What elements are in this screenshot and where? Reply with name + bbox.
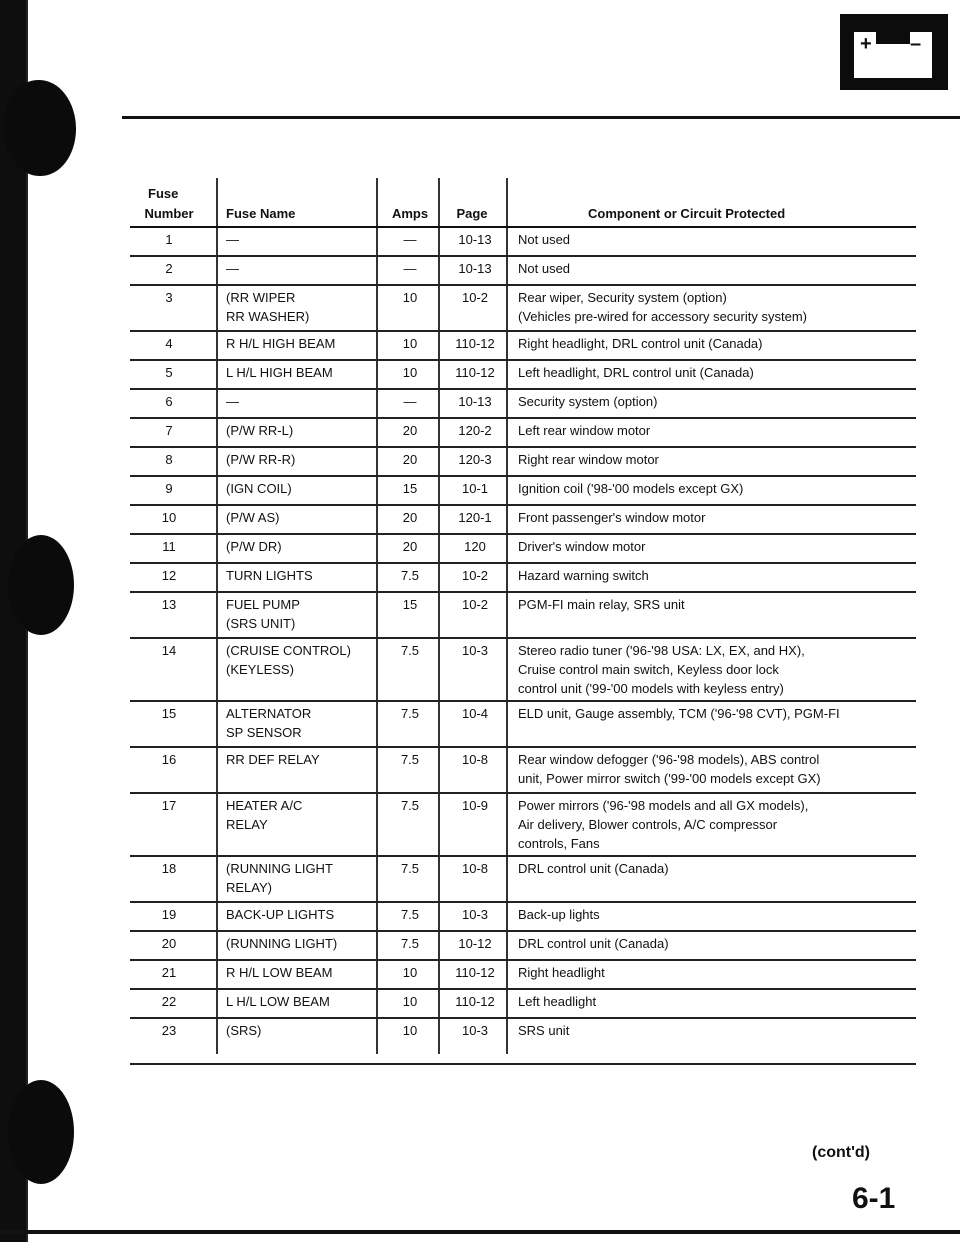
page-cell: 10-8 xyxy=(461,752,489,767)
table-header xyxy=(130,174,916,228)
fuse-number-cell: 16 xyxy=(161,752,177,767)
component-cell: Front passenger's window motor xyxy=(518,510,706,525)
table-row xyxy=(130,990,916,1019)
amps-cell: — xyxy=(403,261,417,276)
fuse-number-cell: 9 xyxy=(165,481,173,496)
page-cell: 10-8 xyxy=(461,861,489,876)
fuse-number-cell: 17 xyxy=(161,798,177,813)
header-fuse-number-line1: Fuse xyxy=(148,186,179,201)
component-cell: Rear window defogger ('96-'98 models), ABS control unit, Power mirror switch ('99-'00 models except GX) xyxy=(518,752,821,786)
continued-label: (cont'd) xyxy=(812,1144,871,1161)
page-cell: 110-12 xyxy=(455,336,495,351)
header-page: Page xyxy=(456,206,488,221)
component-cell: ELD unit, Gauge assembly, TCM ('96-'98 CVT), PGM-FI xyxy=(518,706,840,721)
amps-cell: 7.5 xyxy=(400,643,420,658)
component-cell: Left headlight, DRL control unit (Canada) xyxy=(518,365,754,380)
fuse-table xyxy=(130,174,916,1065)
fuse-number-cell: 21 xyxy=(161,965,177,980)
fuse-name-cell: (P/W DR) xyxy=(226,539,282,554)
fuse-name-cell: (P/W RR-R) xyxy=(226,452,296,467)
page-cell: 10-3 xyxy=(461,1023,489,1038)
amps-cell: 10 xyxy=(402,1023,418,1038)
component-cell: Hazard warning switch xyxy=(518,568,649,583)
battery-slot xyxy=(876,32,910,44)
table-row xyxy=(130,361,916,390)
fuse-number-cell: 15 xyxy=(161,706,177,721)
component-cell: DRL control unit (Canada) xyxy=(518,861,669,876)
component-cell: Right headlight, DRL control unit (Canada) xyxy=(518,336,763,351)
table-row xyxy=(130,961,916,990)
binding-hole-bottom xyxy=(8,1080,74,1184)
component-cell: Power mirrors ('96-'98 models and all GX models), Air delivery, Blower controls, A/C compressor controls, Fans xyxy=(518,798,809,851)
page-cell: 10-12 xyxy=(458,936,492,951)
table-row xyxy=(130,448,916,477)
amps-cell: 15 xyxy=(402,597,418,612)
component-cell: Ignition coil ('98-'00 models except GX) xyxy=(518,481,744,496)
table-row xyxy=(130,794,916,857)
fuse-name-cell: BACK-UP LIGHTS xyxy=(226,907,335,922)
page-cell: 10-13 xyxy=(458,232,492,247)
table-row xyxy=(130,332,916,361)
fuse-number-cell: 7 xyxy=(165,423,173,438)
amps-cell: 15 xyxy=(402,481,418,496)
table-row xyxy=(130,903,916,932)
table-row xyxy=(130,477,916,506)
amps-cell: 7.5 xyxy=(400,568,420,583)
table-row xyxy=(130,228,916,257)
table-row xyxy=(130,593,916,639)
page-cell: 110-12 xyxy=(455,994,495,1009)
table-row xyxy=(130,535,916,564)
amps-cell: 20 xyxy=(402,452,418,467)
amps-cell: — xyxy=(403,394,417,409)
page-cell: 120 xyxy=(464,539,486,554)
fuse-name-cell: — xyxy=(226,394,239,409)
fuse-name-cell: (RUNNING LIGHT) xyxy=(226,936,338,951)
amps-cell: 7.5 xyxy=(400,861,420,876)
fuse-name-cell: (P/W RR-L) xyxy=(226,423,294,438)
amps-cell: 7.5 xyxy=(400,798,420,813)
page-cell: 10-2 xyxy=(461,597,489,612)
fuse-name-cell: HEATER A/C RELAY xyxy=(226,798,303,832)
table-body xyxy=(130,228,916,1065)
fuse-name-cell: ALTERNATOR SP SENSOR xyxy=(226,706,312,740)
table-row xyxy=(130,506,916,535)
fuse-number-cell: 14 xyxy=(161,643,177,658)
battery-minus-sign: – xyxy=(910,33,922,55)
component-cell: PGM-FI main relay, SRS unit xyxy=(518,597,685,612)
fuse-number-cell: 23 xyxy=(161,1023,177,1038)
fuse-number-cell: 8 xyxy=(165,452,173,467)
component-cell: Driver's window motor xyxy=(518,539,646,554)
table-row xyxy=(130,702,916,748)
fuse-number-cell: 6 xyxy=(165,394,173,409)
page-cell: 10-2 xyxy=(461,290,489,305)
page-cell: 10-13 xyxy=(458,394,492,409)
fuse-number-cell: 22 xyxy=(161,994,177,1009)
fuse-name-cell: R H/L HIGH BEAM xyxy=(226,336,336,351)
amps-cell: 20 xyxy=(402,423,418,438)
fuse-number-cell: 2 xyxy=(165,261,173,276)
fuse-name-cell: — xyxy=(226,261,239,276)
fuse-name-cell: (RR WIPER RR WASHER) xyxy=(226,290,310,324)
table-row xyxy=(130,857,916,903)
battery-plus-sign: + xyxy=(860,33,872,55)
header-fuse-name: Fuse Name xyxy=(226,206,296,221)
fuse-number-cell: 19 xyxy=(161,907,177,922)
amps-cell: 7.5 xyxy=(400,706,420,721)
component-cell: DRL control unit (Canada) xyxy=(518,936,669,951)
header-component: Component or Circuit Protected xyxy=(588,206,786,221)
table-row xyxy=(130,419,916,448)
amps-cell: 7.5 xyxy=(400,752,420,767)
bottom-rule xyxy=(0,1230,960,1234)
component-cell: Left headlight xyxy=(518,994,597,1009)
page-cell: 10-13 xyxy=(458,261,492,276)
amps-cell: 10 xyxy=(402,290,418,305)
fuse-name-cell: RR DEF RELAY xyxy=(226,752,320,767)
table-row xyxy=(130,1019,916,1065)
page-cell: 10-2 xyxy=(461,568,489,583)
amps-cell: 10 xyxy=(402,365,418,380)
page-cell: 10-4 xyxy=(461,706,489,721)
top-rule xyxy=(122,116,960,119)
fuse-number-cell: 4 xyxy=(165,336,173,351)
component-cell: Back-up lights xyxy=(518,907,600,922)
fuse-number-cell: 1 xyxy=(165,232,173,247)
fuse-name-cell: R H/L LOW BEAM xyxy=(226,965,333,980)
fuse-number-cell: 3 xyxy=(165,290,173,305)
component-cell: Not used xyxy=(518,232,571,247)
table-row xyxy=(130,257,916,286)
table-row xyxy=(130,639,916,702)
page-cell: 10-9 xyxy=(461,798,489,813)
page-cell: 120-3 xyxy=(458,452,492,467)
header-amps: Amps xyxy=(391,206,429,221)
page-cell: 120-1 xyxy=(458,510,492,525)
fuse-name-cell: (P/W AS) xyxy=(226,510,280,525)
component-cell: Not used xyxy=(518,261,571,276)
component-cell: Right headlight xyxy=(518,965,605,980)
component-cell: Right rear window motor xyxy=(518,452,659,467)
table-row xyxy=(130,390,916,419)
amps-cell: 7.5 xyxy=(400,936,420,951)
page-cell: 120-2 xyxy=(458,423,492,438)
fuse-number-cell: 18 xyxy=(161,861,177,876)
fuse-name-cell: (SRS) xyxy=(226,1023,262,1038)
amps-cell: 10 xyxy=(402,336,418,351)
amps-cell: — xyxy=(403,232,417,247)
amps-cell: 20 xyxy=(402,539,418,554)
amps-cell: 7.5 xyxy=(400,907,420,922)
table-row xyxy=(130,932,916,961)
fuse-name-cell: L H/L HIGH BEAM xyxy=(226,365,333,380)
fuse-number-cell: 5 xyxy=(165,365,173,380)
fuse-number-cell: 10 xyxy=(161,510,177,525)
fuse-number-cell: 12 xyxy=(161,568,177,583)
fuse-name-cell: — xyxy=(226,232,239,247)
component-cell: Left rear window motor xyxy=(518,423,651,438)
header-fuse-number-line2: Number xyxy=(144,206,194,221)
page-cell: 10-3 xyxy=(461,643,489,658)
binding-hole-top xyxy=(4,80,76,176)
table-row xyxy=(130,286,916,332)
battery-icon xyxy=(840,14,948,90)
table-row xyxy=(130,748,916,794)
amps-cell: 20 xyxy=(402,510,418,525)
amps-cell: 10 xyxy=(402,965,418,980)
page-cell: 110-12 xyxy=(455,365,495,380)
page-cell: 110-12 xyxy=(455,965,495,980)
fuse-number-cell: 11 xyxy=(162,539,176,554)
page-cell: 10-1 xyxy=(461,481,489,496)
fuse-name-cell: TURN LIGHTS xyxy=(226,568,313,583)
component-cell: Stereo radio tuner ('96-'98 USA: LX, EX, and HX), Cruise control main switch, Keyless door lock control unit ('99-'00 models with keyless entry) xyxy=(518,643,805,696)
page-cell: 10-3 xyxy=(461,907,489,922)
fuse-name-cell: (IGN COIL) xyxy=(226,481,292,496)
page-number: 6-1 xyxy=(852,1182,896,1215)
component-cell: SRS unit xyxy=(518,1023,570,1038)
fuse-name-cell: FUEL PUMP (SRS UNIT) xyxy=(226,597,300,631)
amps-cell: 10 xyxy=(402,994,418,1009)
fuse-name-cell: L H/L LOW BEAM xyxy=(226,994,330,1009)
fuse-name-cell: (RUNNING LIGHT RELAY) xyxy=(226,861,333,895)
fuse-name-cell: (CRUISE CONTROL) (KEYLESS) xyxy=(226,643,351,677)
fuse-number-cell: 13 xyxy=(161,597,177,612)
binding-hole-middle xyxy=(8,535,74,635)
fuse-number-cell: 20 xyxy=(161,936,177,951)
component-cell: Security system (option) xyxy=(518,394,658,409)
table-row xyxy=(130,564,916,593)
component-cell: Rear wiper, Security system (option) (Vehicles pre-wired for accessory security system) xyxy=(518,290,807,324)
